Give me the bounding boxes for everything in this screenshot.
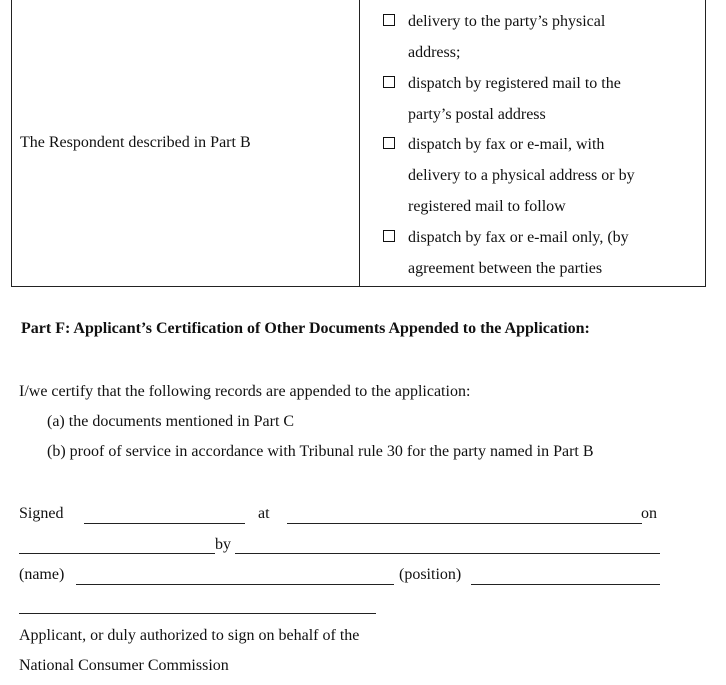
- place-line[interactable]: [287, 523, 642, 524]
- option-line: agreement between the parties: [408, 260, 603, 277]
- item-text: the documents mentioned in Part C: [68, 413, 295, 430]
- at-label: at: [258, 505, 270, 522]
- option-line: dispatch by fax or e-mail only, (by: [408, 229, 629, 246]
- option-line: dispatch by registered mail to the: [408, 75, 621, 92]
- checkbox[interactable]: [383, 76, 395, 88]
- on-label: on: [641, 505, 657, 522]
- part-f-heading: Part F: Applicant’s Certification of Other Documents Appended to the Application:: [21, 320, 590, 337]
- signed-date-line[interactable]: [84, 523, 245, 524]
- option-line: party’s postal address: [408, 106, 546, 123]
- item-marker: (b): [47, 443, 66, 460]
- checkbox[interactable]: [383, 230, 395, 242]
- option-line: delivery to a physical address or by: [408, 167, 635, 184]
- by-line[interactable]: [235, 553, 660, 554]
- party-label: The Respondent described in Part B: [20, 134, 251, 151]
- signed-label: Signed: [19, 505, 64, 522]
- checkbox[interactable]: [383, 14, 395, 26]
- signature-line[interactable]: [19, 613, 376, 614]
- table-column-divider: [359, 0, 360, 286]
- option-line: registered mail to follow: [408, 198, 566, 215]
- checkbox[interactable]: [383, 137, 395, 149]
- date-line[interactable]: [19, 553, 215, 554]
- option-line: delivery to the party’s physical: [408, 13, 606, 30]
- position-label: (position): [399, 566, 462, 583]
- by-label: by: [215, 536, 231, 553]
- commission-name: National Consumer Commission: [19, 657, 229, 674]
- signatory-description: Applicant, or duly authorized to sign on behalf of the: [19, 627, 360, 644]
- position-line[interactable]: [471, 584, 660, 585]
- name-label: (name): [19, 566, 65, 583]
- certification-item-a: [47, 413, 294, 431]
- certification-intro: I/we certify that the following records are appended to the application:: [19, 383, 471, 400]
- certification-item-b: [47, 443, 594, 461]
- option-line: dispatch by fax or e-mail, with: [408, 136, 605, 153]
- name-line[interactable]: [76, 584, 394, 585]
- item-marker: (a): [47, 413, 65, 430]
- item-text: proof of service in accordance with Tribunal rule 30 for the party named in Part B: [69, 443, 594, 460]
- option-line: address;: [408, 44, 461, 61]
